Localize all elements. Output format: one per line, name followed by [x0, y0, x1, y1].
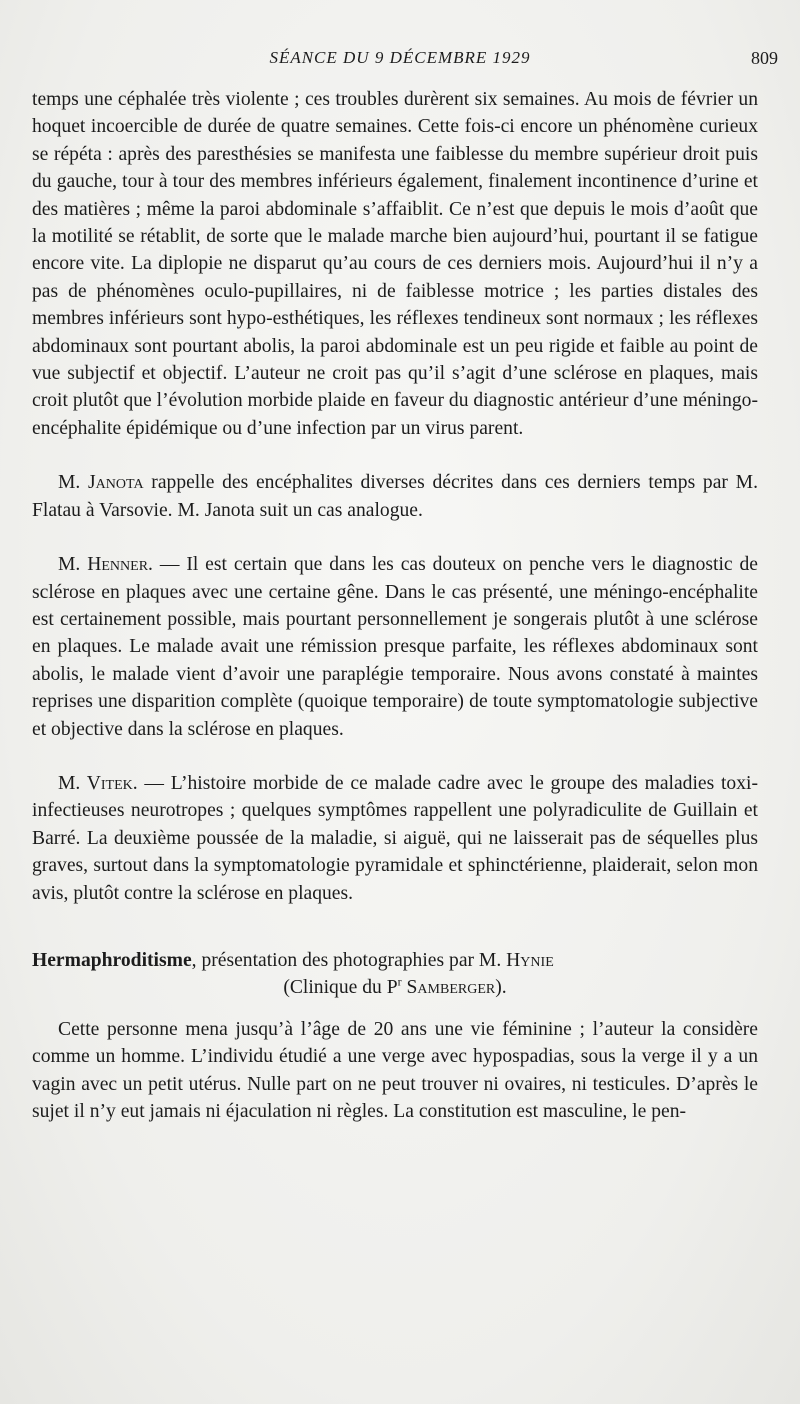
- paragraph-text: rappelle des encéphalites diverses décrites dans ces derniers temps par M. Flatau à Varsovie. M. Janota suit un cas analogue.: [32, 472, 758, 521]
- article-body: [32, 86, 758, 1125]
- paragraph-text: — L’histoire morbide de ce malade cadre avec le groupe des maladies toxi-infectieuses neurotropes ; quelques symptômes rappellent une polyradiculite de Guillain et Barré. La deuxième poussée de la maladie, si aiguë, qui ne laisserait pas de séquelles plus graves, surtout dans la symptomatologie pyramidale et sphinctérienne, plaiderait, selon mon avis, plutôt contre la sclérose en plaques.: [32, 772, 758, 904]
- section-title-text: , présentation des photographies par M.: [191, 949, 507, 971]
- paragraph-hermaphroditism: Cette personne mena jusqu’à l’âge de 20 ans une vie féminine ; l’auteur la considère comme un homme. L’individu étudié a une verge avec hypospadias, sous la verge il y a un vagin avec un petit utérus. Nulle part on ne peut trouver ni ovaires, ni testicules. D’après le sujet il n’y eut jamais ni éjaculation ni règles. La constitution est masculine, le pen-: [32, 1018, 758, 1122]
- paragraph-case-history: temps une céphalée très violente ; ces troubles durèrent six semaines. Au mois de février un hoquet incoercible de durée de quatre semaines. Cette fois-ci encore un phénomène curieux se répéta : après des paresthésies se manifesta une faiblesse du membre supérieur droit puis du gauche, tour à tour des membres inférieurs également, finalement incontinence d’urine et des matières ; même la paroi abdominale s’affaiblit. Ce n’est que depuis le mois d’août que la motilité se rétablit, de sorte que le malade marche bien aujourd’hui, pourtant il se fatigue encore vite. La diplopie ne disparut qu’au cours de ces derniers mois. Aujourd’hui il n’y a pas de phénomènes oculo-pupillaires, ni de faiblesse motrice ; les parties distales des membres inférieurs sont hypo-esthétiques, les réflexes tendineux sont normaux ; les réflexes abdominaux sont pourtant abolis, la paroi abdominale est un peu rigide et faible au point de vue subjectif et objectif. L’auteur ne croit pas qu’il s’agit d’une sclérose en plaques, mais croit plutôt que l’évolution morbide plaide en faveur du diagnostic antérieur d’une méningo-encéphalite épidémique ou d’une infection par un virus parent.: [32, 89, 758, 439]
- speaker-name: M. Vitek.: [58, 772, 138, 794]
- section-author: Hynie: [506, 949, 554, 971]
- speaker-name: M. Henner.: [58, 554, 153, 576]
- section-heading: [32, 947, 758, 974]
- subtitle-close: ).: [495, 977, 507, 999]
- section-subtitle: [32, 974, 758, 1001]
- subtitle-name: Samberger: [401, 977, 496, 999]
- speaker-name: M. Janota: [58, 472, 144, 494]
- paragraph-text: — Il est certain que dans les cas douteux on penche vers le diagnostic de sclérose en plaques avec une certaine gêne. Dans le cas présenté, une méningo-encéphalite est certainement possible, mais pourtant personnellement je songerais plutôt à une sclérose en plaques. Le malade avait une rémission presque parfaite, les réflexes abdominaux sont abolis, le malade vient d’avoir une paraplégie temporaire. Nous avons constaté à maintes reprises une disparition complète (quoique temporaire) de toute symptomatologie subjective et objective dans la sclérose en plaques.: [32, 554, 759, 740]
- section-title-bold: Hermaphroditisme: [32, 949, 192, 971]
- subtitle-superscript: r: [397, 974, 402, 989]
- subtitle-open: (Clinique du P: [283, 977, 398, 999]
- paragraph-janota: [32, 469, 758, 524]
- running-title: SÉANCE DU 9 DÉCEMBRE 1929: [269, 48, 531, 67]
- page-number: 809: [751, 48, 778, 68]
- paragraph-henner: [32, 551, 758, 743]
- running-header: [0, 46, 800, 76]
- paragraph-vitek: [32, 770, 758, 907]
